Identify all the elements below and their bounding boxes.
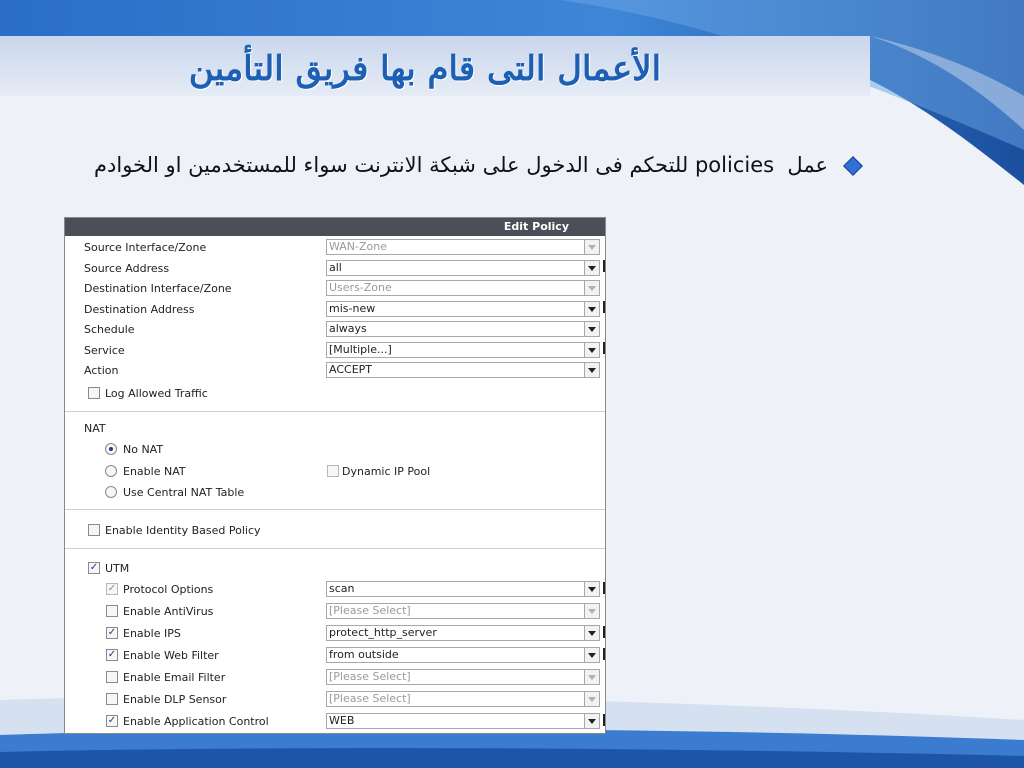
section-divider xyxy=(65,411,605,412)
destination-interface-select[interactable] xyxy=(326,280,600,296)
select-value: protect_http_server xyxy=(329,626,437,639)
field-label: Destination Interface/Zone xyxy=(84,282,232,295)
identity-policy-checkbox[interactable] xyxy=(88,524,100,536)
select-value: always xyxy=(329,322,367,335)
application-control-select[interactable] xyxy=(326,713,600,729)
chevron-down-icon xyxy=(584,302,599,316)
ips-checkbox[interactable]: ✓ xyxy=(107,627,117,638)
field-label: Action xyxy=(84,364,119,377)
utm-checkbox[interactable]: ✓ xyxy=(89,562,99,573)
nat-option-central-nat xyxy=(65,483,605,503)
nat-option-no-nat xyxy=(65,440,605,460)
field-edge-marker xyxy=(603,260,605,272)
field-label: Service xyxy=(84,344,125,357)
field-edge-marker xyxy=(603,342,605,354)
field-row-schedule xyxy=(65,320,605,340)
select-value: ACCEPT xyxy=(329,363,372,376)
field-edge-marker xyxy=(603,648,605,660)
utm-item-dlp-sensor xyxy=(65,690,605,710)
diamond-bullet-icon xyxy=(843,156,863,176)
field-edge-marker xyxy=(603,626,605,638)
service-select[interactable] xyxy=(326,342,600,358)
field-edge-marker xyxy=(603,301,605,313)
chevron-down-icon xyxy=(584,582,599,596)
chevron-down-icon xyxy=(584,692,599,706)
nat-option-enable-nat xyxy=(65,462,605,482)
web-filter-checkbox[interactable]: ✓ xyxy=(107,649,117,660)
checkbox-label: Enable IPS xyxy=(123,627,181,640)
field-edge-marker xyxy=(603,714,605,726)
utm-row xyxy=(65,559,605,579)
dlp-sensor-checkbox[interactable] xyxy=(106,693,118,705)
utm-item-antivirus xyxy=(65,602,605,622)
radio-label: Enable NAT xyxy=(123,465,186,478)
field-row-source-address xyxy=(65,259,605,279)
select-value: from outside xyxy=(329,648,399,661)
checkbox-label: Enable AntiVirus xyxy=(123,605,214,618)
select-value: scan xyxy=(329,582,355,595)
select-value: all xyxy=(329,261,342,274)
chevron-down-icon xyxy=(584,281,599,295)
field-row-action xyxy=(65,361,605,381)
radio-label: Use Central NAT Table xyxy=(123,486,245,499)
section-divider xyxy=(65,548,605,549)
select-value: WEB xyxy=(329,714,355,727)
protocol-options-checkbox[interactable]: ✓ xyxy=(107,583,117,594)
chevron-down-icon xyxy=(584,604,599,618)
schedule-select[interactable] xyxy=(326,321,600,337)
bullet-point xyxy=(60,148,860,182)
source-address-select[interactable] xyxy=(326,260,600,276)
nat-heading: NAT xyxy=(84,422,106,435)
field-label: Destination Address xyxy=(84,303,195,316)
enable-nat-radio[interactable] xyxy=(105,465,117,477)
utm-item-protocol-options xyxy=(65,580,605,600)
field-row-source-interface xyxy=(65,238,605,258)
utm-item-application-control xyxy=(65,712,605,732)
antivirus-select[interactable] xyxy=(326,603,600,619)
panel-header: Edit Policy xyxy=(65,218,605,236)
checkbox-label: Enable Identity Based Policy xyxy=(105,524,261,537)
select-value: [Please Select] xyxy=(329,670,411,683)
nat-heading-row xyxy=(65,419,605,439)
checkbox-label: Dynamic IP Pool xyxy=(342,465,431,478)
checkbox-label: Enable DLP Sensor xyxy=(123,693,227,706)
utm-item-email-filter xyxy=(65,668,605,688)
utm-item-web-filter xyxy=(65,646,605,666)
log-allowed-traffic-row xyxy=(65,384,605,404)
checkbox-label: Protocol Options xyxy=(123,583,214,596)
bullet-prefix: عمل xyxy=(787,153,828,177)
slide-title: الأعمال التى قام بها فريق التأمين xyxy=(188,49,662,89)
checkbox-label: Enable Email Filter xyxy=(123,671,226,684)
field-row-service xyxy=(65,341,605,361)
protocol-options-select[interactable] xyxy=(326,581,600,597)
select-value: [Multiple...] xyxy=(329,343,392,356)
chevron-down-icon xyxy=(584,714,599,728)
ips-select[interactable] xyxy=(326,625,600,641)
application-control-checkbox[interactable]: ✓ xyxy=(107,715,117,726)
source-interface-select[interactable] xyxy=(326,239,600,255)
destination-address-select[interactable] xyxy=(326,301,600,317)
dlp-sensor-select[interactable] xyxy=(326,691,600,707)
chevron-down-icon xyxy=(584,670,599,684)
field-edge-marker xyxy=(603,582,605,594)
field-row-destination-address xyxy=(65,300,605,320)
chevron-down-icon xyxy=(584,343,599,357)
field-label: Schedule xyxy=(84,323,135,336)
central-nat-radio[interactable] xyxy=(105,486,117,498)
select-value: WAN-Zone xyxy=(329,240,388,253)
chevron-down-icon xyxy=(584,261,599,275)
select-value: [Please Select] xyxy=(329,604,411,617)
field-label: Source Interface/Zone xyxy=(84,241,207,254)
action-select[interactable] xyxy=(326,362,600,378)
email-filter-checkbox[interactable] xyxy=(106,671,118,683)
select-value: Users-Zone xyxy=(329,281,392,294)
edit-policy-panel xyxy=(64,217,606,734)
select-value: mis-new xyxy=(329,302,376,315)
web-filter-select[interactable] xyxy=(326,647,600,663)
chevron-down-icon xyxy=(584,322,599,336)
field-label: Source Address xyxy=(84,262,170,275)
antivirus-checkbox[interactable] xyxy=(106,605,118,617)
select-value: [Please Select] xyxy=(329,692,411,705)
utm-item-ips xyxy=(65,624,605,644)
log-allowed-traffic-checkbox[interactable] xyxy=(88,387,100,399)
radio-label: No NAT xyxy=(123,443,164,456)
bullet-keyword: policies xyxy=(694,153,775,177)
field-row-destination-interface xyxy=(65,279,605,299)
checkbox-label: Log Allowed Traffic xyxy=(105,387,208,400)
chevron-down-icon xyxy=(584,626,599,640)
section-divider xyxy=(65,509,605,510)
bullet-text: للتحكم فى الدخول على شبكة الانترنت سواء للمستخدمين او الخوادم xyxy=(94,153,689,177)
dynamic-ip-pool-checkbox[interactable] xyxy=(327,465,339,477)
checkbox-label: UTM xyxy=(105,562,130,575)
chevron-down-icon xyxy=(584,240,599,254)
no-nat-radio[interactable] xyxy=(105,443,117,455)
checkbox-label: Enable Web Filter xyxy=(123,649,219,662)
identity-policy-row xyxy=(65,521,605,541)
checkbox-label: Enable Application Control xyxy=(123,715,269,728)
email-filter-select[interactable] xyxy=(326,669,600,685)
chevron-down-icon xyxy=(584,363,599,377)
chevron-down-icon xyxy=(584,648,599,662)
